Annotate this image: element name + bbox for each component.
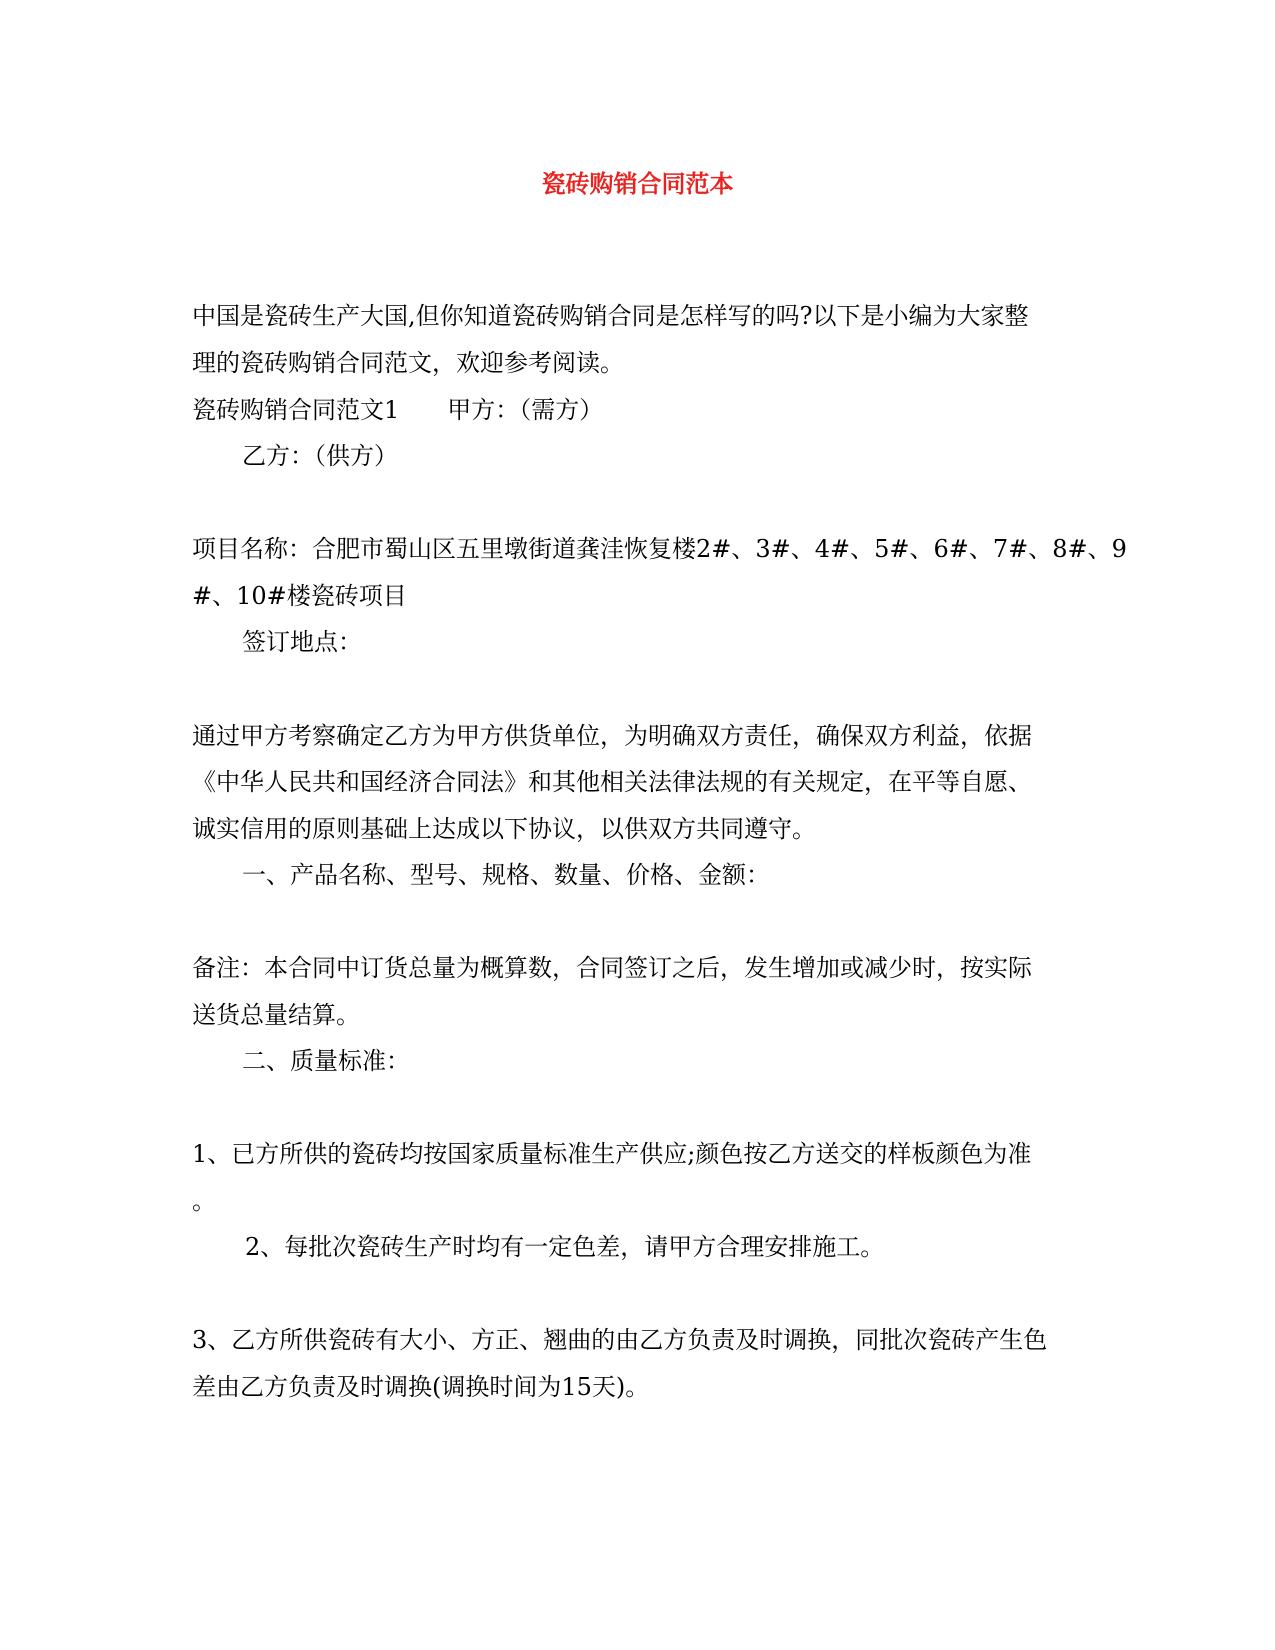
clause-2-line: 2、每批次瓷砖生产时均有一定色差，请甲方合理安排施工。 <box>245 1233 885 1261</box>
intro-line-1: 中国是瓷砖生产大国,但你知道瓷砖购销合同是怎样写的吗?以下是小编为大家整 <box>192 302 1029 330</box>
preamble-line-3: 诚实信用的原则基础上达成以下协议，以供双方共同遵守。 <box>192 815 816 843</box>
clause-1-line-1: 1、已方所供的瓷砖均按国家质量标准生产供应;颜色按乙方送交的样板颜色为准 <box>192 1140 1032 1168</box>
clause-3-line-1: 3、乙方所供瓷砖有大小、方正、翘曲的由乙方负责及时调换，同批次瓷砖产生色 <box>192 1326 1048 1354</box>
section-1-heading: 一、产品名称、型号、规格、数量、价格、金额： <box>242 861 770 889</box>
preamble-line-1: 通过甲方考察确定乙方为甲方供货单位，为明确双方责任，确保双方利益，依据 <box>192 722 1032 750</box>
signing-place-line: 签订地点： <box>242 628 362 656</box>
clause-1-line-2: 。 <box>192 1187 216 1215</box>
document-title: 瓷砖购销合同范本 <box>541 169 734 198</box>
contract-heading-line: 瓷砖购销合同范文1 甲方：（需方） <box>192 396 604 424</box>
party-b-line: 乙方：（供方） <box>242 442 398 470</box>
project-name-line-2: #、10#楼瓷砖项目 <box>192 582 407 610</box>
remark-line-2: 送货总量结算。 <box>192 1001 360 1029</box>
section-2-heading: 二、质量标准： <box>242 1047 410 1075</box>
remark-line-1: 备注：本合同中订货总量为概算数，合同签订之后，发生增加或减少时，按实际 <box>192 954 1032 982</box>
preamble-line-2: 《中华人民共和国经济合同法》和其他相关法律法规的有关规定，在平等自愿、 <box>192 768 1032 796</box>
clause-3-line-2: 差由乙方负责及时调换(调换时间为15天)。 <box>192 1373 650 1401</box>
intro-line-2: 理的瓷砖购销合同范文，欢迎参考阅读。 <box>192 349 624 377</box>
project-name-line-1: 项目名称：合肥市蜀山区五里墩街道龚洼恢复楼2#、3#、4#、5#、6#、7#、8#、9 <box>192 535 1127 563</box>
